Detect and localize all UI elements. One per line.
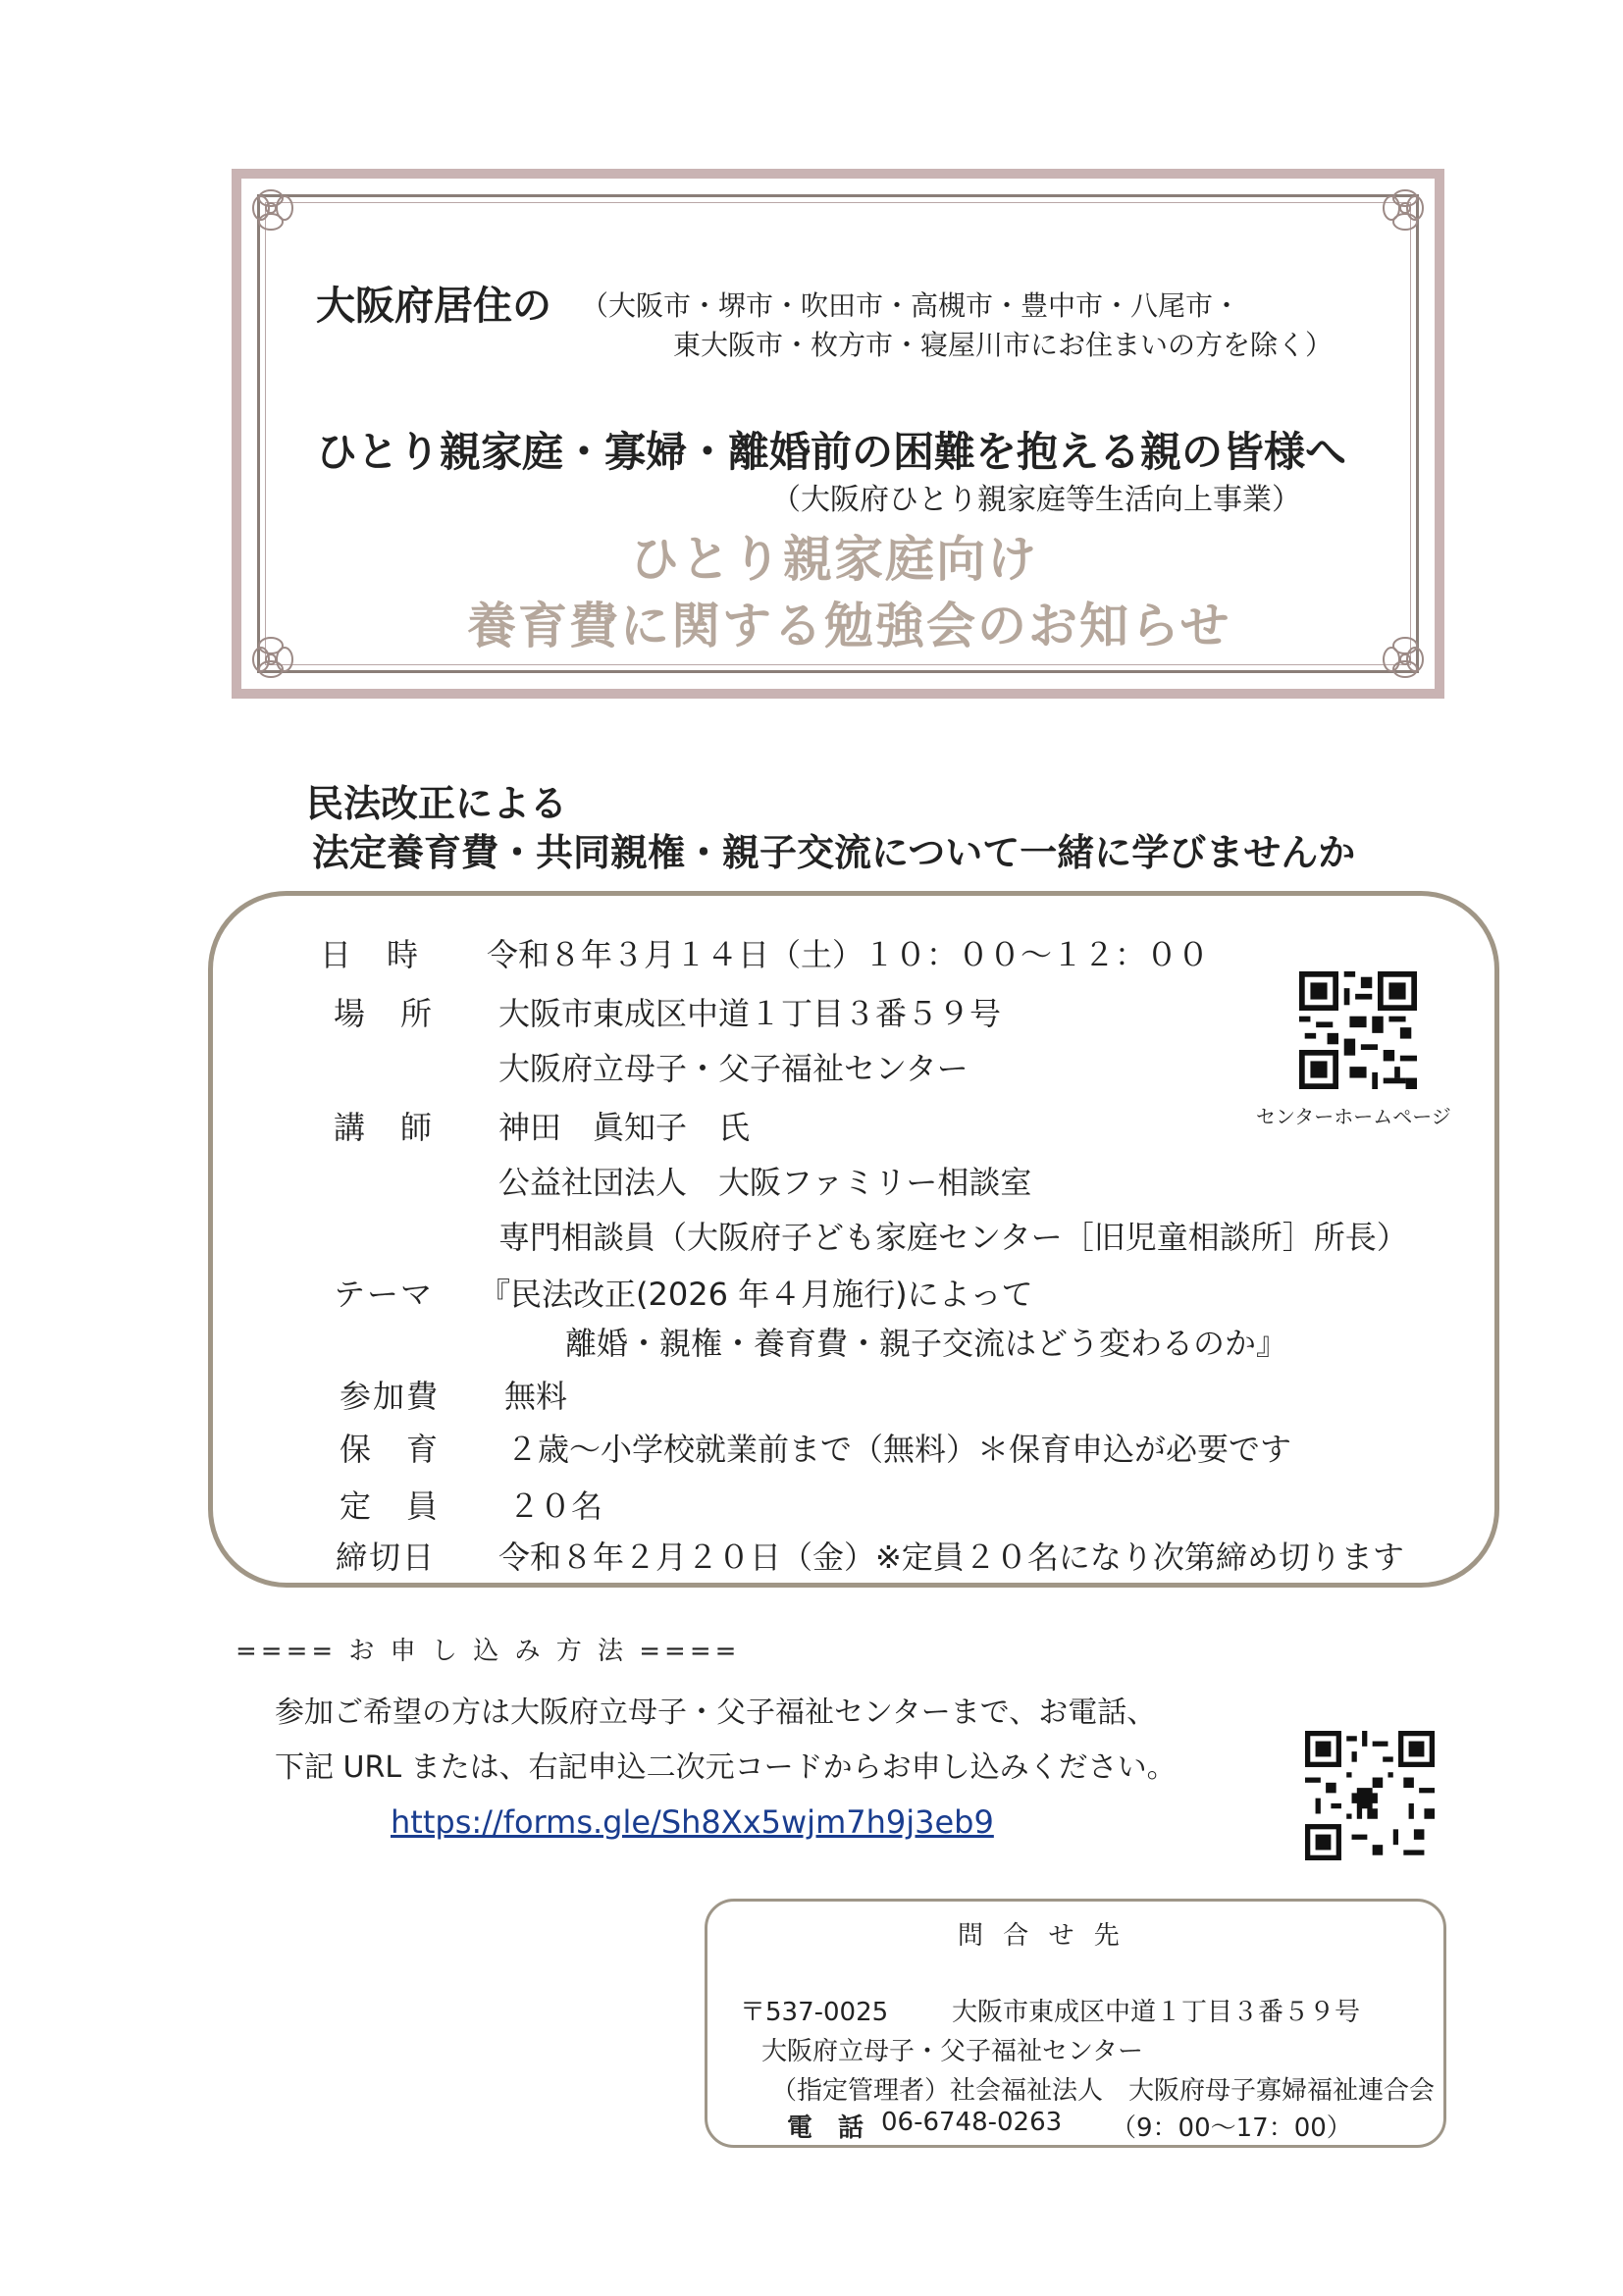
theme-line2: 離婚・親権・養育費・親子交流はどう変わるのか』 xyxy=(565,1325,1288,1362)
flower-corner-icon xyxy=(247,604,326,683)
lecturer-label: 講 師 xyxy=(334,1109,435,1146)
place-label: 場 所 xyxy=(334,995,435,1032)
fee-value: 無料 xyxy=(504,1378,568,1415)
title-line2: 養育費に関する勉強会のお知らせ xyxy=(467,598,1231,654)
contact-heading: 問 合 せ 先 xyxy=(958,1921,1126,1951)
qr-caption: センターホームページ xyxy=(1256,1105,1451,1128)
capacity-label: 定 員 xyxy=(340,1487,441,1525)
deadline-value: 令和８年２月２０日（金）※定員２０名になり次第締め切ります xyxy=(498,1539,1404,1576)
lead-residence: 大阪府居住の xyxy=(316,284,551,329)
contact-phone[interactable]: 06-6748-0263 xyxy=(881,2108,1063,2137)
lead-exclusion-line1: （大阪市・堺市・吹田市・高槻市・豊中市・八尾市・ xyxy=(581,289,1241,322)
contact-hours: （9：00～17：00） xyxy=(1111,2113,1352,2143)
lecturer-title: 専門相談員（大阪府子ども家庭センター［旧児童相談所］所長） xyxy=(498,1219,1408,1256)
lead-exclusion-line2: 東大阪市・枚方市・寝屋川市にお住まいの方を除く） xyxy=(673,329,1334,361)
flower-corner-icon xyxy=(247,184,326,263)
theme-label: テーマ xyxy=(334,1276,435,1313)
title-line1: ひとり親家庭向け xyxy=(630,531,1038,588)
apply-line1: 参加ご希望の方は大阪府立母子・父子福祉センターまで、お電話、 xyxy=(275,1696,1157,1730)
application-form-link[interactable]: https://forms.gle/Sh8Xx5wjm7h9j3eb9 xyxy=(391,1803,994,1841)
place-address: 大阪市東成区中道１丁目３番５９号 xyxy=(498,995,1002,1032)
childcare-label: 保 育 xyxy=(340,1431,441,1468)
flower-corner-icon xyxy=(1350,604,1429,683)
contact-postal: 〒537-0025 xyxy=(740,1998,889,2027)
theme-line1: 『民法改正(2026 年４月施行)によって xyxy=(479,1276,1033,1313)
lecturer-name: 神田 眞知子 氏 xyxy=(498,1109,751,1146)
flower-corner-icon xyxy=(1350,184,1429,263)
apply-heading: ==== お 申 し 込 み 方 法 ==== xyxy=(236,1637,741,1666)
intro-line1: 民法改正による xyxy=(306,782,568,825)
datetime-label: 日 時 xyxy=(320,936,421,973)
apply-line2: 下記 URL または、右記申込二次元コードからお申し込みください。 xyxy=(275,1750,1177,1785)
contact-facility: 大阪府立母子・父子福祉センター xyxy=(761,2037,1143,2066)
deadline-label: 締切日 xyxy=(336,1539,437,1576)
lecturer-org: 公益社団法人 大阪ファミリー相談室 xyxy=(498,1164,1032,1201)
intro-line2: 法定養育費・共同親権・親子交流について一緒に学びませんか xyxy=(312,831,1356,874)
application-qr-code-icon[interactable] xyxy=(1305,1731,1435,1860)
program-name: （大阪府ひとり親家庭等生活向上事業） xyxy=(771,483,1301,517)
capacity-value: ２０名 xyxy=(508,1487,603,1525)
contact-address: 大阪市東成区中道１丁目３番５９号 xyxy=(952,1998,1361,2027)
contact-phone-label: 電 話 xyxy=(787,2113,864,2143)
homepage-qr-code-icon[interactable] xyxy=(1299,971,1417,1089)
place-name: 大阪府立母子・父子福祉センター xyxy=(498,1050,969,1087)
fee-label: 参加費 xyxy=(340,1378,441,1415)
childcare-value: ２歳～小学校就業前まで（無料）＊保育申込が必要です xyxy=(506,1431,1292,1468)
datetime-value: 令和８年３月１４日（土）１０：００～１２：００ xyxy=(487,936,1210,973)
contact-manager: （指定管理者）社会福祉法人 大阪府母子寡婦福祉連合会 xyxy=(771,2076,1436,2106)
audience-heading: ひとり親家庭・寡婦・離婚前の困難を抱える親の皆様へ xyxy=(316,428,1347,476)
